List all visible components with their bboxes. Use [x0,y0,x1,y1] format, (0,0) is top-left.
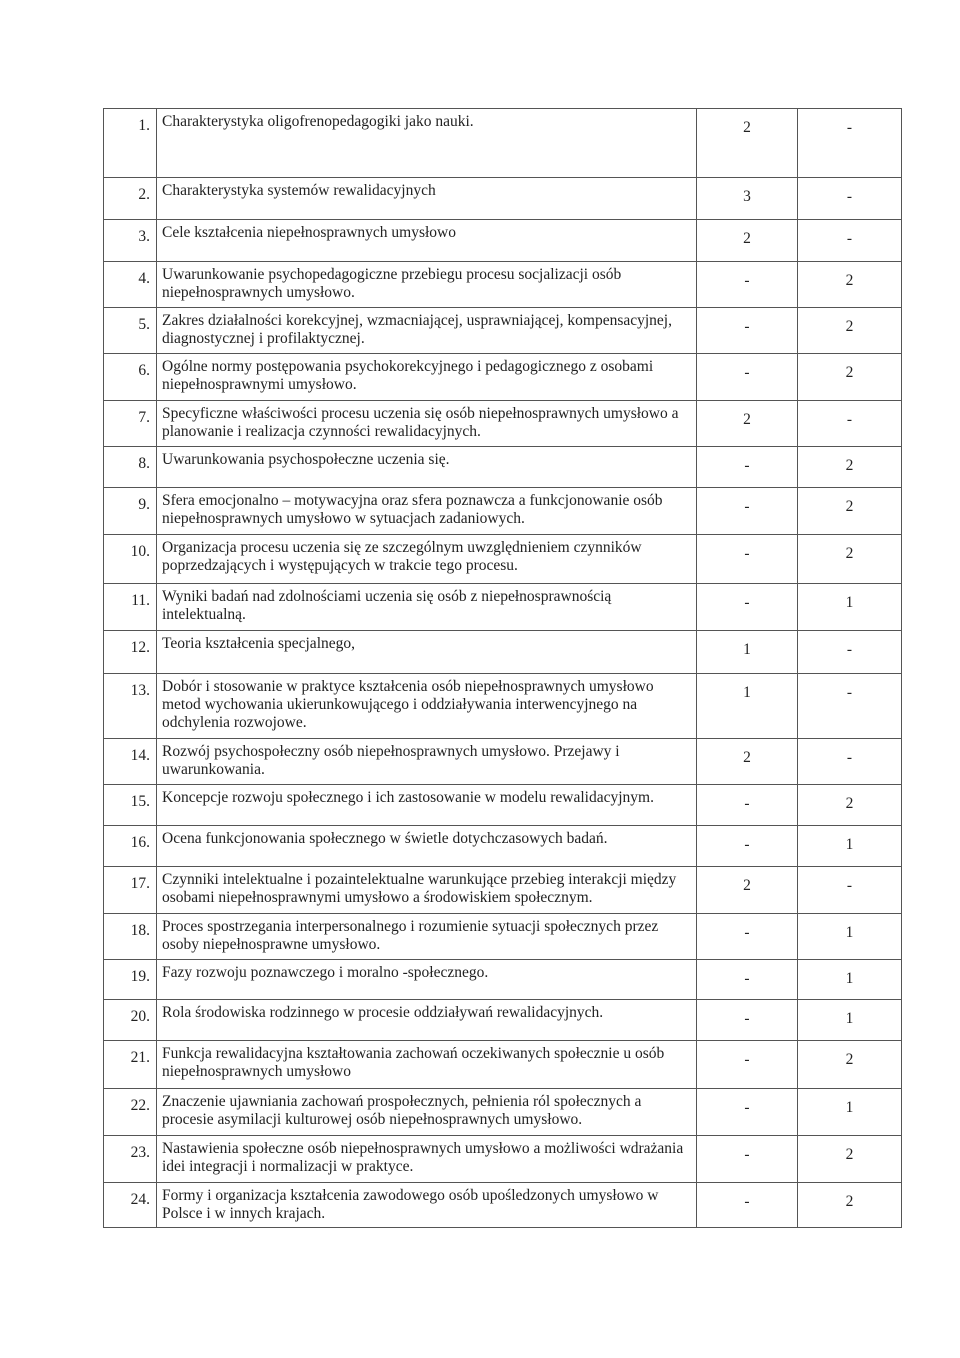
row-topic: Charakterystyka systemów rewalidacyjnych [157,178,697,220]
row-value-a: - [744,594,750,611]
row-value-b: 2 [845,318,854,335]
row-topic: Proces spostrzegania interpersonalnego i rozumienie sytuacji społecznych przez osoby niepełnosprawne umysłowo. [157,914,697,960]
row-value-a: - [744,1146,750,1163]
row-value-b: 1 [845,1010,854,1027]
row-value-b: - [846,119,853,136]
row-value-b: 2 [845,272,854,289]
row-value-a: - [744,1051,750,1068]
row-value-b: 1 [845,1099,854,1116]
row-number: 8. [104,447,157,488]
row-number: 10. [104,535,157,584]
table-row [104,354,902,401]
row-value-b-cell [798,1041,902,1089]
table-row [104,674,902,739]
row-value-b: - [846,877,853,894]
row-number: 22. [104,1089,157,1136]
row-value-b-cell [798,262,902,308]
row-topic: Ogólne normy postępowania psychokorekcyjnego i pedagogicznego z osobami niepełnosprawnymi umysłowo. [157,354,697,401]
row-topic: Uwarunkowanie psychopedagogiczne przebiegu procesu socjalizacji osób niepełnosprawnych umysłowo. [157,262,697,308]
row-number: 7. [104,401,157,447]
row-topic: Koncepcje rozwoju społecznego i ich zastosowanie w modelu rewalidacyjnym. [157,785,697,826]
row-value-b: 2 [845,545,854,562]
row-topic: Charakterystyka oligofrenopedagogiki jako nauki. [157,109,697,178]
table-row [104,488,902,535]
row-value-a: 2 [743,411,751,428]
row-value-b: 2 [845,498,854,515]
row-value-a-cell [697,447,798,488]
row-value-a: - [744,318,750,335]
table-row [104,1089,902,1136]
row-value-a: - [744,924,750,941]
row-value-a: - [744,272,750,289]
row-value-a-cell [697,785,798,826]
row-number: 5. [104,308,157,354]
table-row [104,308,902,354]
row-value-b: 2 [845,795,854,812]
row-value-b-cell [798,785,902,826]
row-value-b: 1 [845,594,854,611]
row-value-b: 1 [845,836,854,853]
topics-table-body [104,109,902,1228]
row-value-a-cell [697,1000,798,1041]
row-value-a-cell [697,308,798,354]
row-number: 4. [104,262,157,308]
row-value-a-cell [697,535,798,584]
row-number: 9. [104,488,157,535]
row-value-a-cell [697,178,798,220]
row-value-b: 1 [845,924,854,941]
row-topic: Organizacja procesu uczenia się ze szczególnym uwzględnieniem czynników poprzedzających i występujących w trakcie tego procesu. [157,535,697,584]
row-number: 16. [104,826,157,867]
row-value-b-cell [798,826,902,867]
row-topic: Zakres działalności korekcyjnej, wzmacniającej, usprawniającej, kompensacyjnej, diagnostycznej i profilaktycznej. [157,308,697,354]
row-value-a-cell [697,1041,798,1089]
table-row [104,1183,902,1228]
row-value-b: 2 [845,364,854,381]
row-value-b: 2 [845,457,854,474]
row-topic: Formy i organizacja kształcenia zawodowego osób upośledzonych umysłowo w Polsce i w innych krajach. [157,1183,697,1228]
table-row [104,960,902,1000]
row-value-b-cell [798,1089,902,1136]
row-value-b: - [846,684,853,701]
row-value-b: 2 [845,1146,854,1163]
table-row [104,178,902,220]
table-row [104,785,902,826]
row-number: 15. [104,785,157,826]
row-value-a-cell [697,109,798,178]
row-value-a: - [744,1099,750,1116]
row-value-b: - [846,749,853,766]
row-value-b: - [846,641,853,658]
row-value-a-cell [697,674,798,739]
table-row [104,535,902,584]
row-value-a: - [744,970,750,987]
row-value-a: 2 [743,877,751,894]
row-number: 1. [104,109,157,178]
row-number: 3. [104,220,157,262]
row-value-a-cell [697,1136,798,1183]
row-value-a: - [744,545,750,562]
row-value-a: - [744,1193,750,1210]
row-number: 24. [104,1183,157,1228]
table-row [104,1041,902,1089]
row-value-b-cell [798,354,902,401]
table-row [104,220,902,262]
row-value-a: 1 [743,641,751,658]
row-number: 14. [104,739,157,785]
table-row [104,1136,902,1183]
row-topic: Fazy rozwoju poznawczego i moralno -społecznego. [157,960,697,1000]
row-value-b-cell [798,584,902,631]
row-number: 23. [104,1136,157,1183]
row-value-a: - [744,498,750,515]
row-value-a: - [744,457,750,474]
row-value-a-cell [697,960,798,1000]
row-value-a: - [744,836,750,853]
row-value-a-cell [697,1183,798,1228]
row-value-a: 2 [743,749,751,766]
row-value-b-cell [798,1000,902,1041]
row-topic: Nastawienia społeczne osób niepełnosprawnych umysłowo a możliwości wdrażania idei integracji i normalizacji w praktyce. [157,1136,697,1183]
row-value-a-cell [697,488,798,535]
row-value-a-cell [697,401,798,447]
row-value-b-cell [798,178,902,220]
row-number: 2. [104,178,157,220]
table-row [104,631,902,674]
row-value-a-cell [697,220,798,262]
row-number: 6. [104,354,157,401]
row-value-b-cell [798,960,902,1000]
row-topic: Uwarunkowania psychospołeczne uczenia się. [157,447,697,488]
row-topic: Cele kształcenia niepełnosprawnych umysłowo [157,220,697,262]
row-value-a: - [744,795,750,812]
row-value-b: - [846,411,853,428]
row-value-b-cell [798,914,902,960]
table-row [104,867,902,914]
row-value-a: - [744,364,750,381]
table-row [104,1000,902,1041]
row-topic: Rola środowiska rodzinnego w procesie oddziaływań rewalidacyjnych. [157,1000,697,1041]
row-topic: Wyniki badań nad zdolnościami uczenia się osób z niepełnosprawnością intelektualną. [157,584,697,631]
row-topic: Rozwój psychospołeczny osób niepełnosprawnych umysłowo. Przejawy i uwarunkowania. [157,739,697,785]
table-row [104,262,902,308]
row-value-b-cell [798,674,902,739]
row-number: 18. [104,914,157,960]
row-value-b-cell [798,401,902,447]
row-value-a-cell [697,1089,798,1136]
row-value-b: 2 [845,1193,854,1210]
row-value-a-cell [697,354,798,401]
row-value-b: - [846,230,853,247]
table-row [104,584,902,631]
row-number: 13. [104,674,157,739]
row-value-b-cell [798,308,902,354]
row-value-a-cell [697,739,798,785]
row-value-b-cell [798,488,902,535]
row-value-a-cell [697,262,798,308]
topics-table [103,108,902,1228]
row-topic: Funkcja rewalidacyjna kształtowania zachowań oczekiwanych społecznie u osób niepełnosprawnych umysłowo [157,1041,697,1089]
row-value-a-cell [697,826,798,867]
row-number: 12. [104,631,157,674]
table-row [104,914,902,960]
row-topic: Znaczenie ujawniania zachowań prospołecznych, pełnienia ról społecznych a procesie asymilacji kulturowej osób niepełnosprawnych umysłowo. [157,1089,697,1136]
row-topic: Specyficzne właściwości procesu uczenia się osób niepełnosprawnych umysłowo a planowanie i realizacja czynności rewalidacyjnych. [157,401,697,447]
row-value-a-cell [697,631,798,674]
row-value-a: - [744,1010,750,1027]
row-value-b: 2 [845,1051,854,1068]
table-row [104,401,902,447]
table-row [104,447,902,488]
table-row [104,109,902,178]
row-value-a-cell [697,867,798,914]
row-value-a: 1 [743,684,751,701]
row-number: 21. [104,1041,157,1089]
table-row [104,739,902,785]
row-topic: Sfera emocjonalno – motywacyjna oraz sfera poznawcza a funkcjonowanie osób niepełnosprawnych umysłowo w sytuacjach zadaniowych. [157,488,697,535]
row-topic: Dobór i stosowanie w praktyce kształcenia osób niepełnosprawnych umysłowo metod wychowania ukierunkowującego i oddziaływania interwencyjnego na odchylenia rozwojowe. [157,674,697,739]
row-value-b-cell [798,1136,902,1183]
row-value-b: 1 [845,970,854,987]
table-row [104,826,902,867]
row-value-b: - [846,188,853,205]
row-value-a: 2 [743,119,751,136]
row-value-b-cell [798,1183,902,1228]
row-number: 20. [104,1000,157,1041]
row-value-a: 2 [743,230,751,247]
row-number: 19. [104,960,157,1000]
row-value-b-cell [798,447,902,488]
row-value-b-cell [798,220,902,262]
row-value-a-cell [697,584,798,631]
row-value-b-cell [798,867,902,914]
row-value-a: 3 [743,188,751,205]
row-topic: Czynniki intelektualne i pozaintelektualne warunkujące przebieg interakcji między osobami niepełnosprawnymi umysłowo a środowiskiem społecznym. [157,867,697,914]
row-topic: Teoria kształcenia specjalnego, [157,631,697,674]
row-number: 11. [104,584,157,631]
row-topic: Ocena funkcjonowania społecznego w świetle dotychczasowych badań. [157,826,697,867]
row-value-b-cell [798,535,902,584]
row-value-b-cell [798,739,902,785]
row-value-b-cell [798,631,902,674]
row-value-a-cell [697,914,798,960]
row-value-b-cell [798,109,902,178]
row-number: 17. [104,867,157,914]
